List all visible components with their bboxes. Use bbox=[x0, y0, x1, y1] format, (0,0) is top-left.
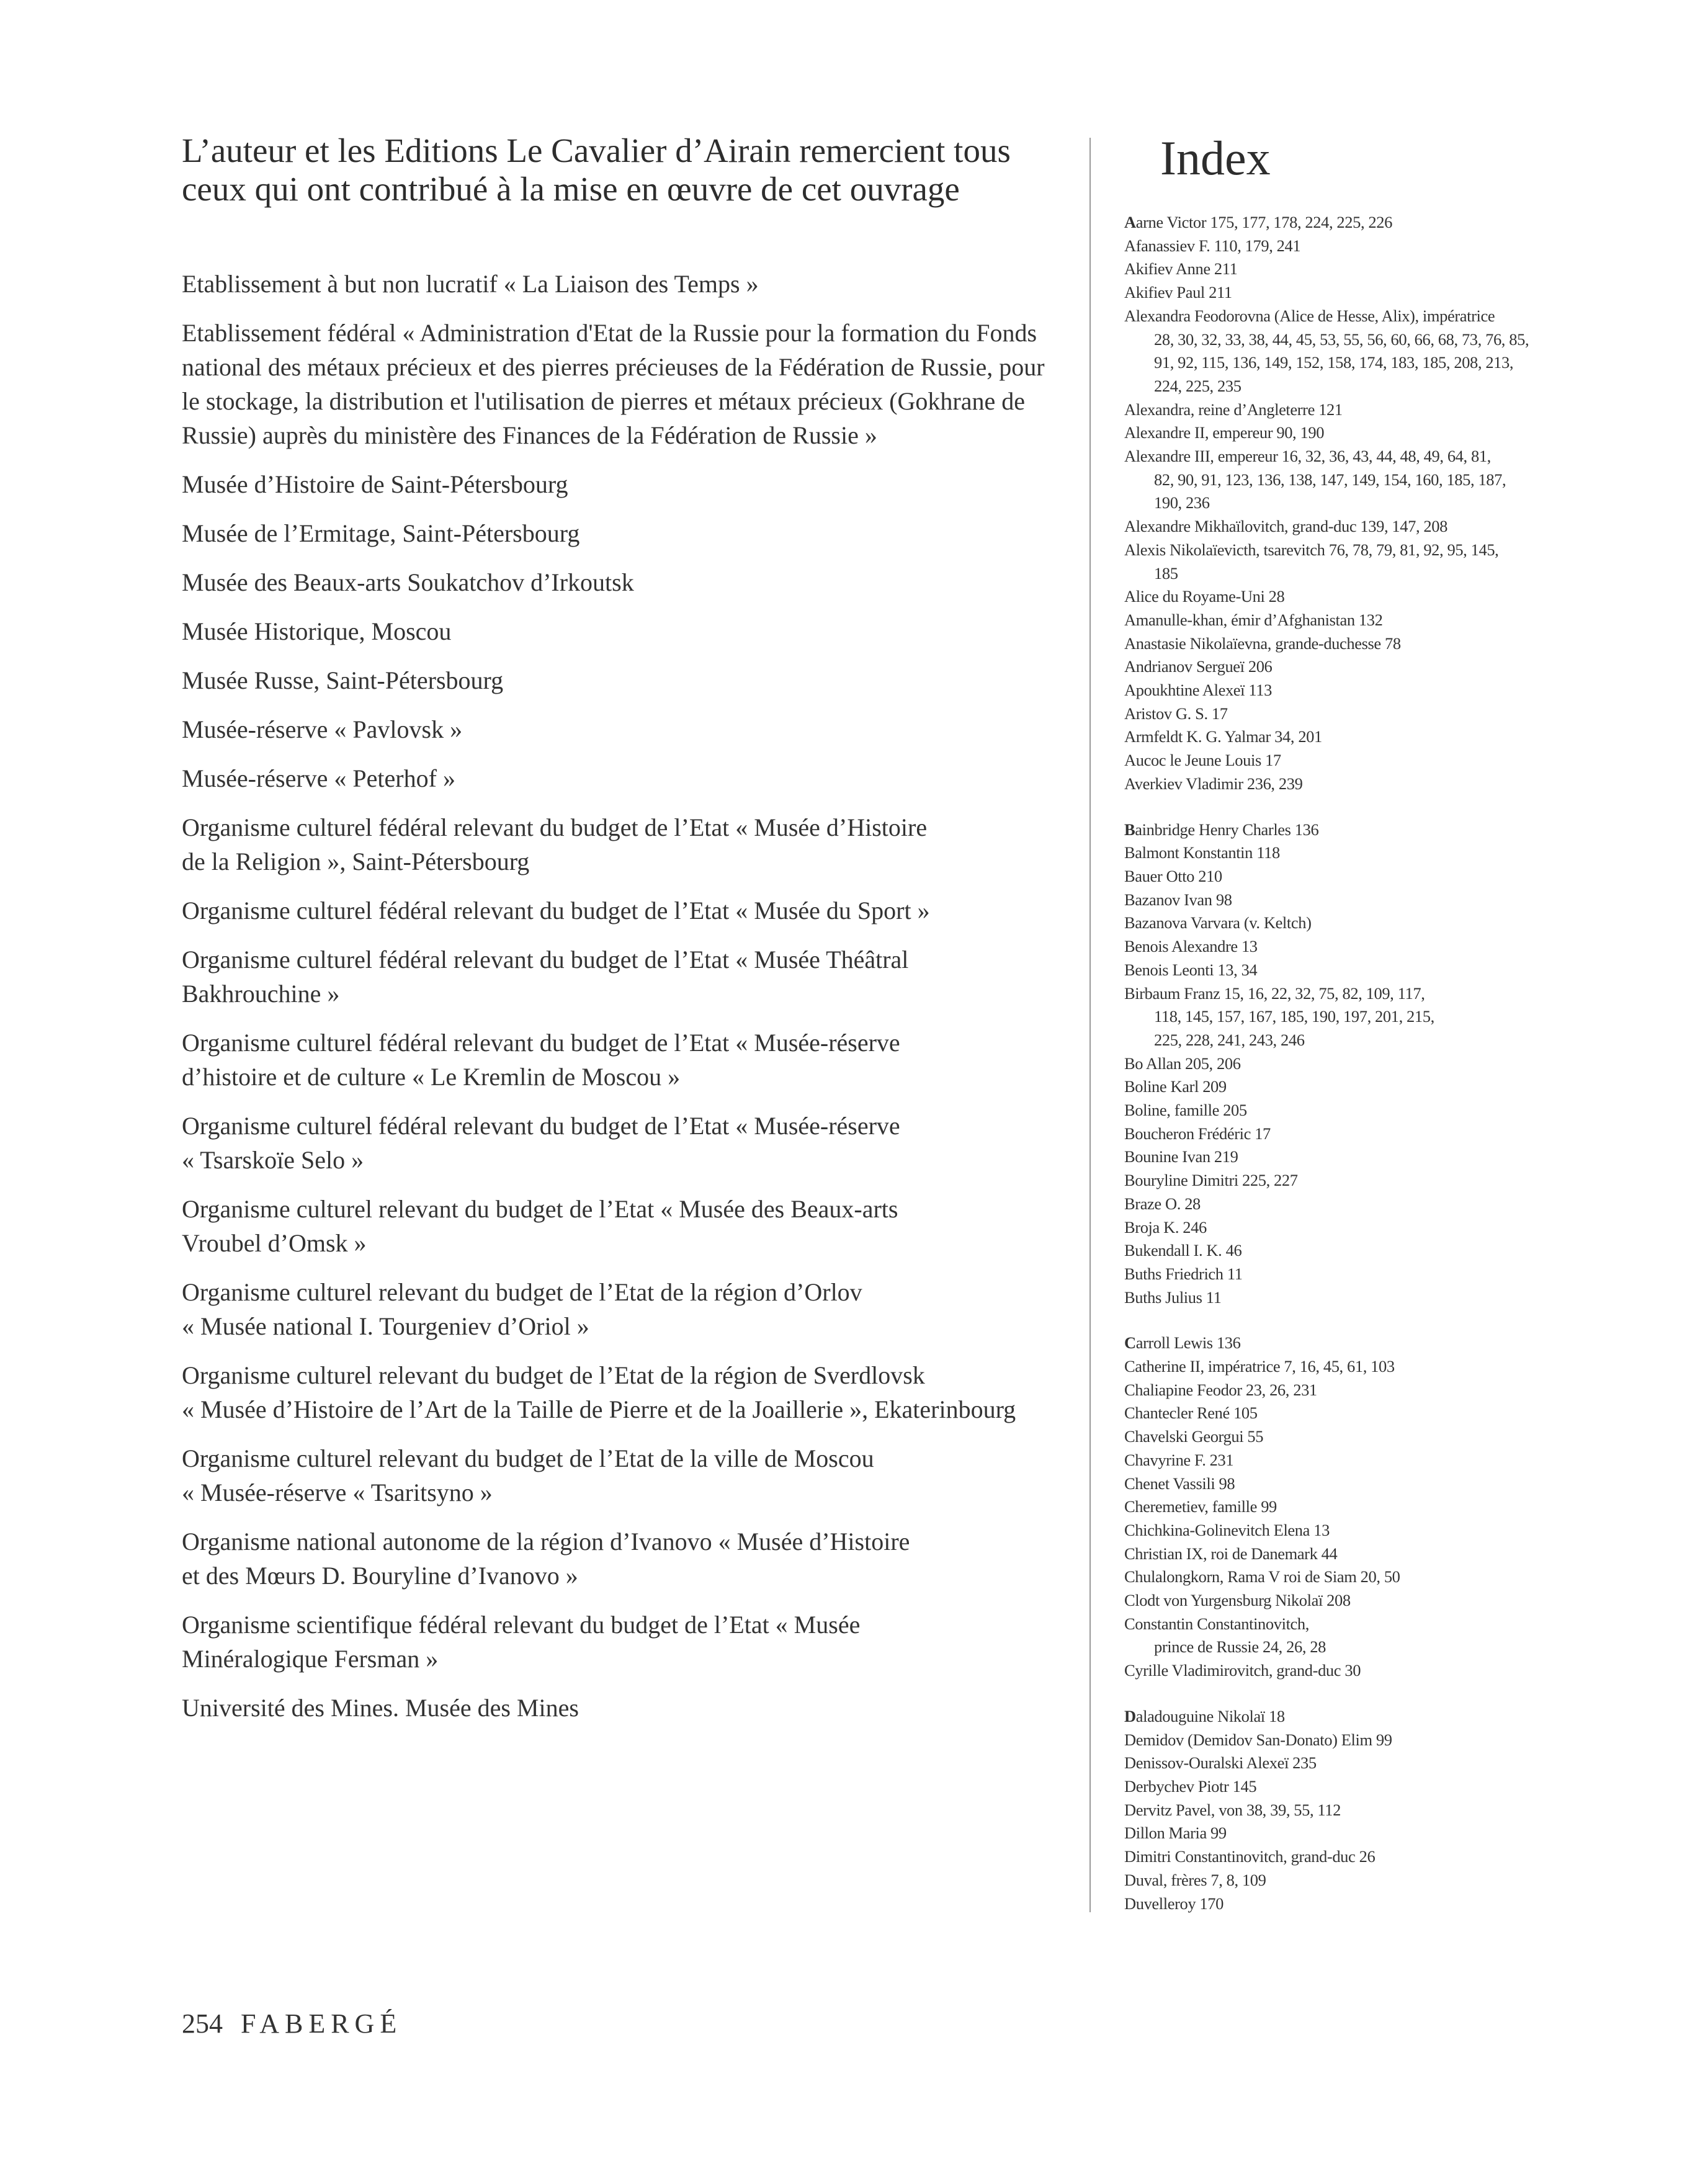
index-entry-line: 224, 225, 235 bbox=[1154, 376, 1241, 395]
index-entry bbox=[1124, 1892, 1559, 1916]
acknowledgement-item bbox=[182, 1275, 1069, 1343]
index-entry bbox=[1124, 841, 1559, 865]
index-entry-line: Chichkina-Golinevitch Elena 13 bbox=[1124, 1520, 1330, 1539]
acknowledgement-line: Musée-réserve « Pavlovsk » bbox=[182, 715, 463, 743]
heading-line: ceux qui ont contribué à la mise en œuvre de cet ouvrage bbox=[182, 170, 960, 208]
index-entry-line: Chavyrine F. 231 bbox=[1124, 1450, 1234, 1469]
acknowledgement-item bbox=[182, 810, 1069, 879]
index-entry-line: Bainbridge Henry Charles 136 bbox=[1124, 820, 1319, 839]
index-entry-line: Chavelski Georgui 55 bbox=[1124, 1427, 1264, 1446]
acknowledgement-line: et des Mœurs D. Bouryline d’Ivanovo » bbox=[182, 1562, 578, 1590]
index-entry bbox=[1124, 281, 1559, 305]
acknowledgement-item bbox=[182, 1026, 1069, 1094]
index-entry-line: Bukendall I. K. 46 bbox=[1124, 1241, 1242, 1260]
acknowledgement-line: Vroubel d’Omsk » bbox=[182, 1229, 367, 1257]
index-entry bbox=[1124, 1145, 1559, 1169]
acknowledgement-line: Organisme culturel relevant du budget de l’Etat de la région de Sverdlovsk bbox=[182, 1361, 925, 1389]
index-entry-line: Duvelleroy 170 bbox=[1124, 1894, 1224, 1913]
index-entry bbox=[1124, 1169, 1559, 1193]
index-entry bbox=[1124, 632, 1559, 656]
index-entry bbox=[1124, 749, 1559, 772]
index-entry-line: Braze O. 28 bbox=[1124, 1194, 1201, 1213]
index-entry-line: Dimitri Constantinovitch, grand-duc 26 bbox=[1124, 1847, 1376, 1866]
index-entry-line: Boline Karl 209 bbox=[1124, 1077, 1227, 1096]
index-entry bbox=[1124, 888, 1559, 912]
index-entry-line: Alice du Royame-Uni 28 bbox=[1124, 587, 1285, 606]
index-entry bbox=[1124, 1799, 1559, 1822]
index-entry bbox=[1124, 1752, 1559, 1775]
index-entry bbox=[1124, 702, 1559, 726]
index-entry bbox=[1124, 1286, 1559, 1310]
acknowledgement-line: Organisme culturel fédéral relevant du budget de l’Etat « Musée-réserve bbox=[182, 1112, 900, 1140]
index-entry bbox=[1124, 959, 1559, 982]
column-divider bbox=[1089, 138, 1091, 1912]
acknowledgement-item bbox=[182, 942, 1069, 1011]
index-entry bbox=[1124, 398, 1559, 422]
acknowledgement-line: de la Religion », Saint-Pétersbourg bbox=[182, 848, 530, 875]
index-entry bbox=[1124, 818, 1559, 842]
index-entry-line: Boline, famille 205 bbox=[1124, 1101, 1247, 1120]
acknowledgement-line: Organisme culturel fédéral relevant du budget de l’Etat « Musée du Sport » bbox=[182, 897, 930, 924]
heading-line: L’auteur et les Editions Le Cavalier d’Airain remercient tous bbox=[182, 132, 1011, 169]
acknowledgement-line: Organisme culturel fédéral relevant du budget de l’Etat « Musée Théâtral bbox=[182, 946, 909, 973]
index-entry bbox=[1124, 655, 1559, 679]
acknowledgement-line: Musée d’Histoire de Saint-Pétersbourg bbox=[182, 470, 568, 498]
index-entry bbox=[1124, 1565, 1559, 1589]
index-entry-line: Anastasie Nikolaïevna, grande-duchesse 78 bbox=[1124, 633, 1401, 653]
acknowledgement-line: Organisme culturel fédéral relevant du budget de l’Etat « Musée d’Histoire bbox=[182, 813, 928, 841]
index-entry bbox=[1124, 1822, 1559, 1845]
acknowledgement-item bbox=[182, 316, 1069, 452]
acknowledgement-item bbox=[182, 467, 1069, 501]
index-entry-line: Alexis Nikolaïevicth, tsarevitch 76, 78, 79, 81, 92, 95, 145, bbox=[1124, 540, 1499, 559]
acknowledgement-line: national des métaux précieux et des pierres précieuses de la Fédération de Russie, pour bbox=[182, 353, 1045, 381]
index-list bbox=[1124, 211, 1559, 1915]
page-footer bbox=[182, 2007, 402, 2041]
acknowledgements-heading bbox=[182, 132, 1069, 208]
index-entry-line: Derbychev Piotr 145 bbox=[1124, 1777, 1257, 1796]
index-entry bbox=[1124, 515, 1559, 539]
acknowledgement-line: Musée-réserve « Peterhof » bbox=[182, 764, 455, 792]
index-entry-line: Balmont Konstantin 118 bbox=[1124, 843, 1280, 862]
index-entry bbox=[1124, 1542, 1559, 1566]
index-entry bbox=[1124, 911, 1559, 935]
index-entry-line: Broja K. 246 bbox=[1124, 1217, 1207, 1237]
index-entry bbox=[1124, 257, 1559, 281]
index-entry bbox=[1124, 539, 1559, 585]
index-entry-line: 91, 92, 115, 136, 149, 152, 158, 174, 183, 185, 208, 213, bbox=[1154, 353, 1514, 372]
acknowledgements-list bbox=[182, 267, 1069, 1725]
acknowledgement-item bbox=[182, 1192, 1069, 1260]
index-entry-line: Bauer Otto 210 bbox=[1124, 866, 1222, 885]
index-entry bbox=[1124, 1052, 1559, 1076]
index-entry bbox=[1124, 1845, 1559, 1869]
index-entry bbox=[1124, 1472, 1559, 1496]
index-entry bbox=[1124, 445, 1559, 515]
index-entry bbox=[1124, 1613, 1559, 1659]
acknowledgement-line: Musée de l’Ermitage, Saint-Pétersbourg bbox=[182, 519, 580, 547]
acknowledgement-item bbox=[182, 267, 1069, 301]
acknowledgement-item bbox=[182, 516, 1069, 550]
index-entry-line: Buths Julius 11 bbox=[1124, 1287, 1222, 1307]
acknowledgement-line: « Musée d’Histoire de l’Art de la Taille de Pierre et de la Joaillerie », Ekaterinbourg bbox=[182, 1395, 1016, 1423]
index-entry-line: Amanulle-khan, émir d’Afghanistan 132 bbox=[1124, 610, 1383, 629]
index-entry-line: prince de Russie 24, 26, 28 bbox=[1154, 1637, 1326, 1657]
index-letter-group bbox=[1124, 1331, 1559, 1683]
index-entry-line: 118, 145, 157, 167, 185, 190, 197, 201, 215, bbox=[1154, 1007, 1434, 1026]
acknowledgement-item bbox=[182, 1441, 1069, 1510]
index-entry bbox=[1124, 725, 1559, 749]
index-entry-line: Christian IX, roi de Danemark 44 bbox=[1124, 1544, 1338, 1563]
acknowledgement-line: Université des Mines. Musée des Mines bbox=[182, 1694, 579, 1722]
index-entry-line: Benois Leonti 13, 34 bbox=[1124, 960, 1258, 979]
index-entry bbox=[1124, 1216, 1559, 1240]
index-column bbox=[1124, 130, 1559, 1938]
index-entry-line: Andrianov Sergueï 206 bbox=[1124, 657, 1273, 676]
index-entry bbox=[1124, 1099, 1559, 1122]
acknowledgement-line: Musée Historique, Moscou bbox=[182, 617, 452, 645]
index-entry-line: Bouryline Dimitri 225, 227 bbox=[1124, 1171, 1298, 1190]
acknowledgement-item bbox=[182, 1524, 1069, 1593]
acknowledgement-line: Musée des Beaux-arts Soukatchov d’Irkoutsk bbox=[182, 568, 634, 596]
index-title: Index bbox=[1160, 131, 1271, 185]
acknowledgement-item bbox=[182, 1109, 1069, 1177]
acknowledgement-line: « Tsarskoïe Selo » bbox=[182, 1146, 364, 1174]
index-entry bbox=[1124, 1239, 1559, 1263]
index-entry bbox=[1124, 982, 1559, 1052]
index-entry bbox=[1124, 1402, 1559, 1425]
index-entry-line: Boucheron Frédéric 17 bbox=[1124, 1124, 1271, 1143]
acknowledgement-line: « Musée national I. Tourgeniev d’Oriol » bbox=[182, 1312, 589, 1340]
index-entry bbox=[1124, 1331, 1559, 1355]
index-entry-line: Catherine II, impératrice 7, 16, 45, 61, 103 bbox=[1124, 1357, 1395, 1376]
index-entry-line: 82, 90, 91, 123, 136, 138, 147, 149, 154, 160, 185, 187, bbox=[1154, 470, 1506, 489]
index-entry-line: Duval, frères 7, 8, 109 bbox=[1124, 1870, 1266, 1889]
acknowledgement-line: Organisme culturel relevant du budget de l’Etat de la région d’Orlov bbox=[182, 1278, 862, 1306]
acknowledgement-item bbox=[182, 614, 1069, 648]
index-entry bbox=[1124, 1075, 1559, 1099]
acknowledgement-line: Organisme culturel fédéral relevant du budget de l’Etat « Musée-réserve bbox=[182, 1029, 900, 1057]
index-entry bbox=[1124, 1379, 1559, 1402]
index-entry-line: Aristov G. S. 17 bbox=[1124, 704, 1228, 723]
index-entry bbox=[1124, 1659, 1559, 1683]
index-entry bbox=[1124, 421, 1559, 445]
acknowledgement-line: Etablissement fédéral « Administration d'Etat de la Russie pour la formation du Fonds bbox=[182, 319, 1037, 347]
index-entry bbox=[1124, 585, 1559, 609]
index-entry bbox=[1124, 1122, 1559, 1146]
acknowledgement-line: Russie) auprès du ministère des Finances de la Fédération de Russie » bbox=[182, 421, 877, 449]
index-entry-line: Bazanov Ivan 98 bbox=[1124, 890, 1232, 909]
index-letter-group bbox=[1124, 818, 1559, 1310]
acknowledgement-item bbox=[182, 1358, 1069, 1426]
index-entry bbox=[1124, 772, 1559, 796]
index-entry-line: Carroll Lewis 136 bbox=[1124, 1333, 1241, 1353]
index-entry-line: Dervitz Pavel, von 38, 39, 55, 112 bbox=[1124, 1800, 1341, 1819]
index-entry-line: Afanassiev F. 110, 179, 241 bbox=[1124, 236, 1301, 255]
index-entry-line: Constantin Constantinovitch, bbox=[1124, 1614, 1309, 1633]
index-entry-line: Armfeldt K. G. Yalmar 34, 201 bbox=[1124, 727, 1322, 746]
book-title: FABERGÉ bbox=[241, 2008, 403, 2039]
index-entry bbox=[1124, 609, 1559, 632]
index-entry bbox=[1124, 1519, 1559, 1542]
acknowledgement-line: Bakhrouchine » bbox=[182, 980, 340, 1008]
index-entry-line: Demidov (Demidov San-Donato) Elim 99 bbox=[1124, 1730, 1392, 1749]
index-entry bbox=[1124, 935, 1559, 959]
acknowledgement-line: « Musée-réserve « Tsaritsyno » bbox=[182, 1479, 493, 1506]
index-entry-line: Alexandre Mikhaïlovitch, grand-duc 139, 147, 208 bbox=[1124, 517, 1447, 536]
index-entry-line: Cyrille Vladimirovitch, grand-duc 30 bbox=[1124, 1661, 1361, 1680]
index-entry-line: 225, 228, 241, 243, 246 bbox=[1154, 1030, 1305, 1049]
index-entry-line: Alexandre II, empereur 90, 190 bbox=[1124, 423, 1325, 442]
index-entry bbox=[1124, 679, 1559, 702]
index-entry-line: Dillon Maria 99 bbox=[1124, 1824, 1227, 1843]
acknowledgements-column bbox=[182, 132, 1069, 1740]
index-letter-group bbox=[1124, 211, 1559, 796]
index-entry-line: Apoukhtine Alexeï 113 bbox=[1124, 681, 1272, 700]
acknowledgement-item bbox=[182, 1608, 1069, 1676]
index-entry-line: Chenet Vassili 98 bbox=[1124, 1474, 1235, 1493]
acknowledgement-line: Organisme culturel relevant du budget de l’Etat de la ville de Moscou bbox=[182, 1444, 874, 1472]
index-entry bbox=[1124, 305, 1559, 398]
index-entry bbox=[1124, 211, 1559, 235]
index-entry bbox=[1124, 1869, 1559, 1892]
index-entry-line: Buths Friedrich 11 bbox=[1124, 1264, 1243, 1283]
acknowledgement-line: d’histoire et de culture « Le Kremlin de Moscou » bbox=[182, 1063, 681, 1091]
index-entry-line: 28, 30, 32, 33, 38, 44, 45, 53, 55, 56, 60, 66, 68, 73, 76, 85, bbox=[1154, 329, 1529, 349]
index-entry-line: Averkiev Vladimir 236, 239 bbox=[1124, 774, 1303, 793]
index-entry-line: Akifiev Anne 211 bbox=[1124, 259, 1238, 279]
index-entry-line: 190, 236 bbox=[1154, 493, 1210, 512]
index-entry-line: Birbaum Franz 15, 16, 22, 32, 75, 82, 109, 117, bbox=[1124, 983, 1425, 1003]
acknowledgement-line: Organisme national autonome de la région d’Ivanovo « Musée d’Histoire bbox=[182, 1528, 910, 1555]
index-entry-line: Aucoc le Jeune Louis 17 bbox=[1124, 751, 1281, 770]
index-entry bbox=[1124, 1729, 1559, 1752]
acknowledgement-item bbox=[182, 761, 1069, 795]
acknowledgement-line: le stockage, la distribution et l'utilisation de pierres et métaux précieux (Gokhrane de bbox=[182, 387, 1025, 415]
index-entry-line: Chantecler René 105 bbox=[1124, 1403, 1258, 1423]
index-entry bbox=[1124, 235, 1559, 258]
index-entry bbox=[1124, 1449, 1559, 1472]
index-entry-line: Benois Alexandre 13 bbox=[1124, 937, 1258, 956]
index-entry-line: Denissov-Ouralski Alexeï 235 bbox=[1124, 1753, 1317, 1773]
acknowledgement-item bbox=[182, 1691, 1069, 1725]
index-entry bbox=[1124, 1355, 1559, 1379]
index-entry bbox=[1124, 1495, 1559, 1519]
index-entry-line: Cheremetiev, famille 99 bbox=[1124, 1497, 1277, 1516]
index-entry-line: Alexandra, reine d’Angleterre 121 bbox=[1124, 400, 1343, 419]
acknowledgement-item bbox=[182, 893, 1069, 928]
index-entry-line: Alexandra Feodorovna (Alice de Hesse, Alix), impératrice bbox=[1124, 306, 1495, 325]
acknowledgement-line: Organisme scientifique fédéral relevant du budget de l’Etat « Musée bbox=[182, 1611, 861, 1639]
acknowledgement-item bbox=[182, 663, 1069, 697]
index-entry-line: Bo Allan 205, 206 bbox=[1124, 1054, 1241, 1073]
index-entry bbox=[1124, 1263, 1559, 1286]
index-entry bbox=[1124, 1775, 1559, 1799]
index-entry bbox=[1124, 1705, 1559, 1729]
index-letter-group bbox=[1124, 1705, 1559, 1915]
index-entry-line: Bazanova Varvara (v. Keltch) bbox=[1124, 913, 1312, 933]
index-entry-line: Chaliapine Feodor 23, 26, 231 bbox=[1124, 1380, 1317, 1399]
index-entry-line: Alexandre III, empereur 16, 32, 36, 43, 44, 48, 49, 64, 81, bbox=[1124, 447, 1491, 466]
index-entry bbox=[1124, 1193, 1559, 1216]
index-entry-line: Bounine Ivan 219 bbox=[1124, 1147, 1238, 1166]
index-entry-line: Chulalongkorn, Rama V roi de Siam 20, 50 bbox=[1124, 1567, 1400, 1587]
index-entry-line: Clodt von Yurgensburg Nikolaï 208 bbox=[1124, 1591, 1351, 1610]
acknowledgement-item bbox=[182, 565, 1069, 599]
index-entry-line: Aarne Victor 175, 177, 178, 224, 225, 226 bbox=[1124, 213, 1392, 231]
index-entry bbox=[1124, 1425, 1559, 1449]
index-entry-line: Daladouguine Nikolaï 18 bbox=[1124, 1706, 1285, 1725]
index-entry-line: Akifiev Paul 211 bbox=[1124, 283, 1232, 302]
index-entry-line: 185 bbox=[1154, 563, 1178, 583]
acknowledgement-line: Etablissement à but non lucratif « La Liaison des Temps » bbox=[182, 270, 759, 298]
index-entry bbox=[1124, 865, 1559, 888]
acknowledgement-line: Musée Russe, Saint-Pétersbourg bbox=[182, 666, 504, 694]
index-entry bbox=[1124, 1589, 1559, 1613]
acknowledgement-line: Organisme culturel relevant du budget de l’Etat « Musée des Beaux-arts bbox=[182, 1195, 898, 1223]
page-number: 254 bbox=[182, 2008, 223, 2039]
acknowledgement-line: Minéralogique Fersman » bbox=[182, 1645, 439, 1673]
acknowledgement-item bbox=[182, 712, 1069, 746]
